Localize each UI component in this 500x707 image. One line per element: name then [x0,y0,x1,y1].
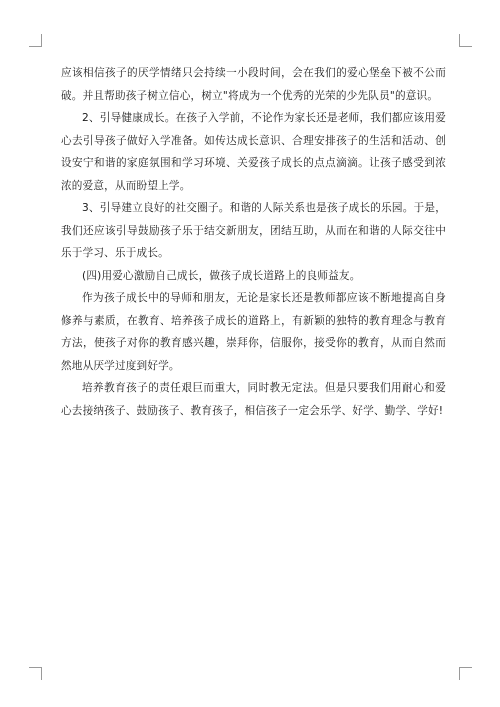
paragraph-healthy-growth: 2、引导健康成长。在孩子入学前，不论作为家长还是老师，我们都应该用爱心去引导孩子做好入学准备。如传达成长意识、合理安排孩子的生活和活动、创设安宁和谐的家庭氛围和学习环境、关爱孩子成长的点点滴滴。让孩子感受到浓浓的爱意，从而盼望上学。 [61,112,446,192]
section-heading-four: (四)用爱心激励自己成长，做孩子成长道路上的良师益友。 [82,269,361,282]
crop-mark-top-left [29,34,42,47]
paragraph-continuation: 应该相信孩子的厌学情绪只会持续一小段时间，会在我们的爱心堡垒下被不公而破。并且帮助孩子树立信心，树立"将成为一个优秀的光荣的少先队员"的意识。 [61,67,446,102]
crop-mark-top-right [459,34,472,47]
paragraph-social-circle: 3、引导建立良好的社交圈子。和谐的人际关系也是孩子成长的乐园。于是，我们还应该引导鼓励孩子乐于结交新朋友，团结互助，从而在和谐的人际交往中乐于学习、乐于成长。 [61,202,446,259]
paragraph-conclusion: 培养教育孩子的责任艰巨而重大，同时教无定法。但是只要我们用耐心和爱心去接纳孩子、鼓励孩子、教育孩子，相信孩子一定会乐学、好学、勤学、学好! [61,382,446,417]
crop-mark-bottom-right [459,667,472,680]
paragraph-mentor-friend: 作为孩子成长中的导师和朋友，无论是家长还是教师都应该不断地提高自身修养与素质，在教育、培养孩子成长的道路上，有新颖的独特的教育理念与教育方法，使孩子对你的教育感兴趣，崇拜你，信服你，接受你的教育，从而自然而然地从厌学过度到好学。 [61,292,446,372]
document-body [61,62,446,422]
crop-mark-bottom-left [29,667,42,680]
